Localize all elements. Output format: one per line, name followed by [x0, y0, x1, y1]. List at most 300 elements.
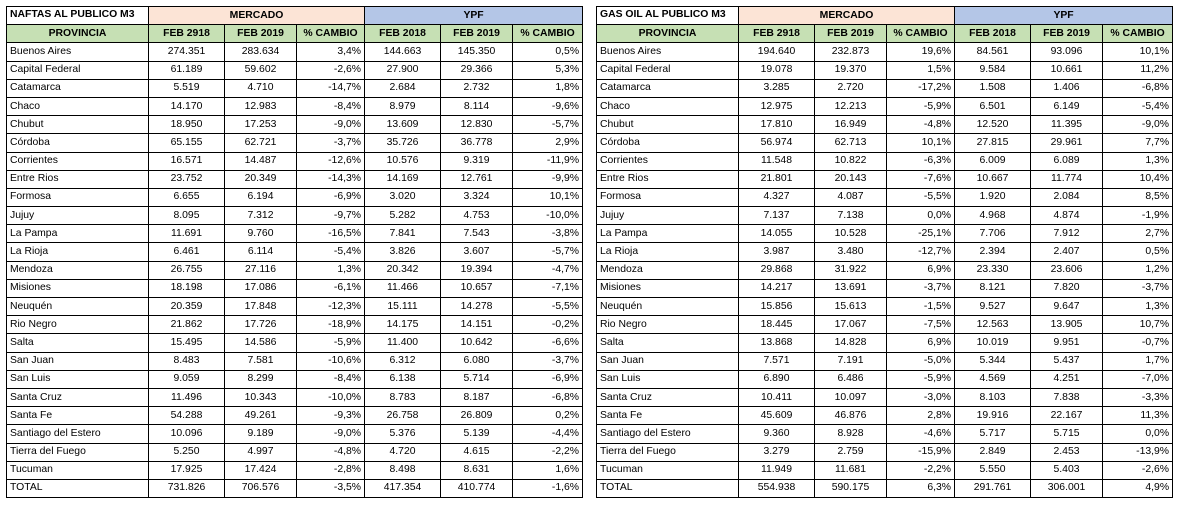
value-cell: 8.979 [365, 97, 441, 115]
value-cell: 4.327 [739, 188, 815, 206]
value-cell: -3,0% [887, 388, 955, 406]
province-cell: Tucuman [597, 461, 739, 479]
value-cell: 7.312 [225, 207, 297, 225]
value-cell: -3,7% [513, 352, 583, 370]
value-cell: 17.848 [225, 298, 297, 316]
value-cell: -6,9% [513, 370, 583, 388]
value-cell: 15.613 [815, 298, 887, 316]
value-cell: 10.642 [441, 334, 513, 352]
value-cell: -2,8% [297, 461, 365, 479]
table-row [7, 43, 583, 61]
value-cell: 13.691 [815, 279, 887, 297]
value-cell: -2,6% [1103, 461, 1173, 479]
value-cell: 19.394 [441, 261, 513, 279]
value-cell: 31.922 [815, 261, 887, 279]
value-cell: 17.810 [739, 116, 815, 134]
value-cell: 14.828 [815, 334, 887, 352]
value-cell: 20.342 [365, 261, 441, 279]
value-cell: 0,0% [887, 207, 955, 225]
value-cell: -7,1% [513, 279, 583, 297]
value-cell: 20.143 [815, 170, 887, 188]
province-cell: San Luis [7, 370, 149, 388]
value-cell: -9,3% [297, 407, 365, 425]
value-cell: -0,7% [1103, 334, 1173, 352]
column-header: FEB 2019 [441, 25, 513, 43]
value-cell: 7.841 [365, 225, 441, 243]
province-cell: Santa Fe [597, 407, 739, 425]
value-cell: 0,5% [513, 43, 583, 61]
province-cell: Neuquén [7, 298, 149, 316]
value-cell: 14.175 [365, 316, 441, 334]
value-cell: 283.634 [225, 43, 297, 61]
value-cell: 26.809 [441, 407, 513, 425]
value-cell: -8,4% [297, 97, 365, 115]
table-row [7, 116, 583, 134]
value-cell: -5,7% [513, 116, 583, 134]
province-cell: Santiago del Estero [7, 425, 149, 443]
value-cell: 27.815 [955, 134, 1031, 152]
value-cell: -9,6% [513, 97, 583, 115]
value-cell: -8,4% [297, 370, 365, 388]
value-cell: 5.282 [365, 207, 441, 225]
value-cell: 20.359 [149, 298, 225, 316]
value-cell: 4.720 [365, 443, 441, 461]
province-cell: Catamarca [7, 79, 149, 97]
value-cell: 13.868 [739, 334, 815, 352]
value-cell: -15,9% [887, 443, 955, 461]
value-cell: -0,2% [513, 316, 583, 334]
value-cell: 8,5% [1103, 188, 1173, 206]
value-cell: 1,7% [1103, 352, 1173, 370]
province-cell: TOTAL [7, 479, 149, 497]
value-cell: -6,6% [513, 334, 583, 352]
province-cell: La Pampa [597, 225, 739, 243]
table-row [597, 43, 1173, 61]
province-cell: Formosa [597, 188, 739, 206]
value-cell: 20.349 [225, 170, 297, 188]
value-cell: 5.376 [365, 425, 441, 443]
province-cell: La Pampa [7, 225, 149, 243]
value-cell: 5.519 [149, 79, 225, 97]
value-cell: 3.607 [441, 243, 513, 261]
value-cell: 12.975 [739, 97, 815, 115]
value-cell: -9,0% [1103, 116, 1173, 134]
table-title: GAS OIL AL PUBLICO M3 [597, 7, 739, 25]
value-cell: 706.576 [225, 479, 297, 497]
province-cell: Córdoba [597, 134, 739, 152]
value-cell: -4,8% [887, 116, 955, 134]
value-cell: 554.938 [739, 479, 815, 497]
value-cell: 2.453 [1031, 443, 1103, 461]
table-row [7, 461, 583, 479]
table-row [7, 370, 583, 388]
value-cell: 11.395 [1031, 116, 1103, 134]
table-row [597, 388, 1173, 406]
table-row [7, 61, 583, 79]
value-cell: 11.496 [149, 388, 225, 406]
value-cell: 7.912 [1031, 225, 1103, 243]
value-cell: 2.684 [365, 79, 441, 97]
value-cell: 9.319 [441, 152, 513, 170]
value-cell: 14.487 [225, 152, 297, 170]
value-cell: 29.961 [1031, 134, 1103, 152]
value-cell: -4,6% [887, 425, 955, 443]
value-cell: -3,7% [887, 279, 955, 297]
value-cell: -6,1% [297, 279, 365, 297]
table-row [7, 188, 583, 206]
value-cell: 29.366 [441, 61, 513, 79]
value-cell: 3.285 [739, 79, 815, 97]
value-cell: 7.137 [739, 207, 815, 225]
mercado-header: MERCADO [739, 7, 955, 25]
value-cell: -6,8% [1103, 79, 1173, 97]
column-header: FEB 2018 [955, 25, 1031, 43]
province-cell: Tierra del Fuego [7, 443, 149, 461]
value-cell: 3.324 [441, 188, 513, 206]
naftas-table [6, 6, 583, 498]
table-row [597, 188, 1173, 206]
value-cell: 11.466 [365, 279, 441, 297]
value-cell: 6.089 [1031, 152, 1103, 170]
table-row [597, 243, 1173, 261]
value-cell: 22.167 [1031, 407, 1103, 425]
value-cell: 2.407 [1031, 243, 1103, 261]
value-cell: -18,9% [297, 316, 365, 334]
table-row [7, 334, 583, 352]
value-cell: 6.080 [441, 352, 513, 370]
column-header: PROVINCIA [7, 25, 149, 43]
table-row [597, 352, 1173, 370]
value-cell: 10.657 [441, 279, 513, 297]
column-header: FEB 2018 [365, 25, 441, 43]
value-cell: 8.121 [955, 279, 1031, 297]
value-cell: -5,5% [513, 298, 583, 316]
value-cell: -9,9% [513, 170, 583, 188]
province-cell: Chaco [597, 97, 739, 115]
value-cell: 1,3% [1103, 152, 1173, 170]
province-cell: Buenos Aires [7, 43, 149, 61]
column-header: % CAMBIO [1103, 25, 1173, 43]
table-row [7, 225, 583, 243]
table-row [597, 261, 1173, 279]
table-row [7, 298, 583, 316]
table-row [597, 443, 1173, 461]
table-row [597, 152, 1173, 170]
total-row [7, 479, 583, 497]
value-cell: 5.715 [1031, 425, 1103, 443]
value-cell: 6.009 [955, 152, 1031, 170]
province-cell: Misiones [597, 279, 739, 297]
value-cell: 17.726 [225, 316, 297, 334]
value-cell: 2.394 [955, 243, 1031, 261]
value-cell: 8.103 [955, 388, 1031, 406]
province-cell: Santiago del Estero [597, 425, 739, 443]
province-cell: Capital Federal [597, 61, 739, 79]
value-cell: 3,4% [297, 43, 365, 61]
province-cell: Corrientes [597, 152, 739, 170]
value-cell: 2,8% [887, 407, 955, 425]
table-row [7, 316, 583, 334]
ypf-header: YPF [365, 7, 583, 25]
province-cell: Santa Cruz [7, 388, 149, 406]
province-cell: Chaco [7, 97, 149, 115]
value-cell: 10,7% [1103, 316, 1173, 334]
value-cell: 10,1% [887, 134, 955, 152]
value-cell: -3,7% [1103, 279, 1173, 297]
value-cell: 5.344 [955, 352, 1031, 370]
value-cell: 9.584 [955, 61, 1031, 79]
value-cell: 12.563 [955, 316, 1031, 334]
value-cell: 27.900 [365, 61, 441, 79]
value-cell: 731.826 [149, 479, 225, 497]
value-cell: 7.543 [441, 225, 513, 243]
value-cell: 3.020 [365, 188, 441, 206]
value-cell: 3.279 [739, 443, 815, 461]
value-cell: -5,4% [297, 243, 365, 261]
province-cell: Jujuy [7, 207, 149, 225]
gasoil-table [596, 6, 1173, 498]
value-cell: 11.681 [815, 461, 887, 479]
column-header: % CAMBIO [887, 25, 955, 43]
value-cell: 21.862 [149, 316, 225, 334]
value-cell: 1,5% [887, 61, 955, 79]
value-cell: 7.706 [955, 225, 1031, 243]
table-row [7, 279, 583, 297]
province-cell: Jujuy [597, 207, 739, 225]
value-cell: 7,7% [1103, 134, 1173, 152]
table-row [7, 352, 583, 370]
value-cell: 2.759 [815, 443, 887, 461]
value-cell: -10,0% [297, 388, 365, 406]
value-cell: -17,2% [887, 79, 955, 97]
value-cell: 274.351 [149, 43, 225, 61]
table-row [597, 61, 1173, 79]
value-cell: -3,7% [297, 134, 365, 152]
table-title: NAFTAS AL PUBLICO M3 [7, 7, 149, 25]
column-header-row [597, 25, 1173, 43]
value-cell: -3,8% [513, 225, 583, 243]
value-cell: 15.111 [365, 298, 441, 316]
province-cell: Mendoza [597, 261, 739, 279]
value-cell: -7,6% [887, 170, 955, 188]
value-cell: 16.949 [815, 116, 887, 134]
value-cell: 8.299 [225, 370, 297, 388]
value-cell: 27.116 [225, 261, 297, 279]
value-cell: 4.753 [441, 207, 513, 225]
province-cell: Santa Fe [7, 407, 149, 425]
value-cell: 17.424 [225, 461, 297, 479]
value-cell: 35.726 [365, 134, 441, 152]
value-cell: 7.820 [1031, 279, 1103, 297]
column-header: FEB 2019 [1031, 25, 1103, 43]
value-cell: 5.550 [955, 461, 1031, 479]
value-cell: 0,5% [1103, 243, 1173, 261]
table-row [597, 298, 1173, 316]
value-cell: 2.732 [441, 79, 513, 97]
table-row [7, 243, 583, 261]
value-cell: 6.149 [1031, 97, 1103, 115]
table-row [7, 152, 583, 170]
value-cell: 11.400 [365, 334, 441, 352]
value-cell: 56.974 [739, 134, 815, 152]
table-row [7, 425, 583, 443]
value-cell: -12,3% [297, 298, 365, 316]
value-cell: 4.997 [225, 443, 297, 461]
value-cell: 11.691 [149, 225, 225, 243]
value-cell: 5,3% [513, 61, 583, 79]
value-cell: -5,9% [887, 370, 955, 388]
table-row [597, 425, 1173, 443]
province-cell: San Luis [597, 370, 739, 388]
value-cell: 1,2% [1103, 261, 1173, 279]
value-cell: 12.213 [815, 97, 887, 115]
value-cell: 6.194 [225, 188, 297, 206]
value-cell: 14.217 [739, 279, 815, 297]
value-cell: 17.086 [225, 279, 297, 297]
value-cell: 7.138 [815, 207, 887, 225]
province-cell: Chubut [597, 116, 739, 134]
value-cell: 26.758 [365, 407, 441, 425]
value-cell: -5,7% [513, 243, 583, 261]
table-row [597, 97, 1173, 115]
value-cell: 6.486 [815, 370, 887, 388]
value-cell: 6,3% [887, 479, 955, 497]
value-cell: 29.868 [739, 261, 815, 279]
value-cell: 2.720 [815, 79, 887, 97]
value-cell: 11,2% [1103, 61, 1173, 79]
value-cell: 145.350 [441, 43, 513, 61]
value-cell: 2,9% [513, 134, 583, 152]
value-cell: 5.250 [149, 443, 225, 461]
value-cell: 23.606 [1031, 261, 1103, 279]
value-cell: 7.838 [1031, 388, 1103, 406]
province-cell: Tierra del Fuego [597, 443, 739, 461]
value-cell: 18.950 [149, 116, 225, 134]
value-cell: 8.114 [441, 97, 513, 115]
value-cell: 5.714 [441, 370, 513, 388]
value-cell: 14.169 [365, 170, 441, 188]
value-cell: 3.480 [815, 243, 887, 261]
value-cell: 9.760 [225, 225, 297, 243]
value-cell: -5,4% [1103, 97, 1173, 115]
value-cell: 6,9% [887, 334, 955, 352]
value-cell: 10.411 [739, 388, 815, 406]
value-cell: 9.527 [955, 298, 1031, 316]
province-cell: Formosa [7, 188, 149, 206]
value-cell: -14,3% [297, 170, 365, 188]
value-cell: -12,6% [297, 152, 365, 170]
value-cell: -5,0% [887, 352, 955, 370]
table-row [597, 407, 1173, 425]
table-row [7, 407, 583, 425]
value-cell: 6.461 [149, 243, 225, 261]
value-cell: 2.849 [955, 443, 1031, 461]
column-header: FEB 2918 [739, 25, 815, 43]
value-cell: 6,9% [887, 261, 955, 279]
value-cell: 10.528 [815, 225, 887, 243]
value-cell: -2,2% [887, 461, 955, 479]
column-header: FEB 2019 [225, 25, 297, 43]
province-cell: San Juan [7, 352, 149, 370]
value-cell: 10,1% [1103, 43, 1173, 61]
table-row [7, 134, 583, 152]
province-cell: Catamarca [597, 79, 739, 97]
table-row [597, 225, 1173, 243]
value-cell: 10.822 [815, 152, 887, 170]
province-cell: Córdoba [7, 134, 149, 152]
value-cell: 0,2% [513, 407, 583, 425]
value-cell: 93.096 [1031, 43, 1103, 61]
value-cell: 10.343 [225, 388, 297, 406]
value-cell: 2.084 [1031, 188, 1103, 206]
value-cell: 54.288 [149, 407, 225, 425]
value-cell: 7.191 [815, 352, 887, 370]
table-row [7, 207, 583, 225]
mercado-header: MERCADO [149, 7, 365, 25]
value-cell: 8.187 [441, 388, 513, 406]
value-cell: 8.498 [365, 461, 441, 479]
table-row [597, 334, 1173, 352]
value-cell: 5.403 [1031, 461, 1103, 479]
table-row [597, 461, 1173, 479]
value-cell: 17.067 [815, 316, 887, 334]
value-cell: -6,8% [513, 388, 583, 406]
value-cell: 232.873 [815, 43, 887, 61]
value-cell: 1.508 [955, 79, 1031, 97]
value-cell: -7,0% [1103, 370, 1173, 388]
value-cell: 4.615 [441, 443, 513, 461]
value-cell: 8.783 [365, 388, 441, 406]
table-row [597, 134, 1173, 152]
value-cell: -5,5% [887, 188, 955, 206]
value-cell: 10.667 [955, 170, 1031, 188]
value-cell: 17.253 [225, 116, 297, 134]
value-cell: 46.876 [815, 407, 887, 425]
value-cell: -12,7% [887, 243, 955, 261]
value-cell: 3.987 [739, 243, 815, 261]
column-header: % CAMBIO [513, 25, 583, 43]
value-cell: 5.437 [1031, 352, 1103, 370]
value-cell: -2,2% [513, 443, 583, 461]
value-cell: -6,9% [297, 188, 365, 206]
value-cell: 410.774 [441, 479, 513, 497]
value-cell: 23.752 [149, 170, 225, 188]
province-cell: Tucuman [7, 461, 149, 479]
value-cell: -3,5% [297, 479, 365, 497]
province-cell: La Rioja [597, 243, 739, 261]
table-row [597, 279, 1173, 297]
province-cell: Chubut [7, 116, 149, 134]
value-cell: 12.830 [441, 116, 513, 134]
value-cell: 17.925 [149, 461, 225, 479]
value-cell: 10,4% [1103, 170, 1173, 188]
value-cell: -9,0% [297, 425, 365, 443]
value-cell: 9.647 [1031, 298, 1103, 316]
ypf-header: YPF [955, 7, 1173, 25]
value-cell: 19.916 [955, 407, 1031, 425]
value-cell: 4.710 [225, 79, 297, 97]
value-cell: 10,1% [513, 188, 583, 206]
value-cell: -4,8% [297, 443, 365, 461]
province-cell: Corrientes [7, 152, 149, 170]
value-cell: 8.095 [149, 207, 225, 225]
value-cell: -6,3% [887, 152, 955, 170]
province-cell: Rio Negro [7, 316, 149, 334]
value-cell: 9.059 [149, 370, 225, 388]
value-cell: 15.856 [739, 298, 815, 316]
value-cell: -11,9% [513, 152, 583, 170]
value-cell: -9,7% [297, 207, 365, 225]
